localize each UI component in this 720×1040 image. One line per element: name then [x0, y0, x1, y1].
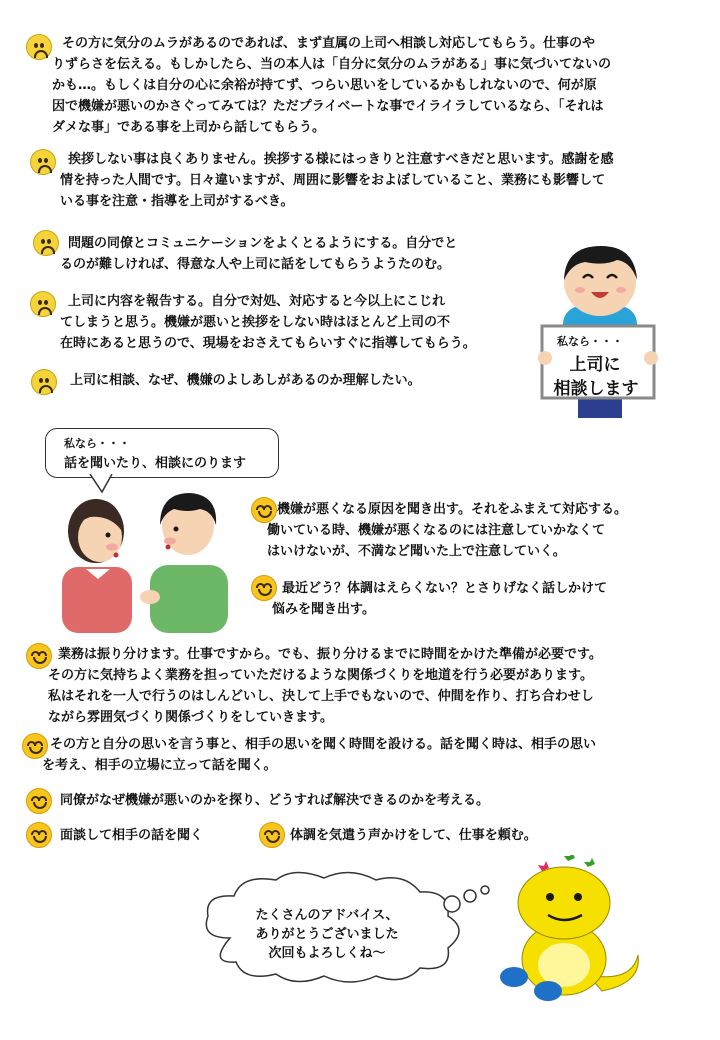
advice-item-8: [48, 644, 602, 728]
message-line: ありがとうございました: [255, 927, 399, 942]
advice-line: 挨拶しない事は良くありません。挨拶する様にはっきりと注意すべきだと思います。感謝を感: [68, 152, 614, 167]
sad-face-icon: [31, 369, 57, 395]
advice-line: その方に気持ちよく業務を担っていただけるような関係づくりを地道を行う必要があります。: [48, 668, 593, 683]
advice-item-1: [52, 33, 612, 138]
advice-line: いる事を注意・指導を上司がするべき。: [60, 194, 294, 209]
advice-item-4: [60, 291, 476, 354]
bubble-main-text: 話を聞いたり、相談にのります: [64, 456, 247, 471]
advice-line: 在時にあると思うので、現場をおさえてもらいすぐに指導してもらう。: [60, 336, 476, 351]
advice-line: てしまうと思う。機嫌が悪いと挨拶をしない時はほとんど上司の不: [60, 315, 451, 330]
advice-line: 悩みを聞き出す。: [272, 602, 375, 617]
advice-line: 体調を気遣う声かけをして、仕事を頼む。: [290, 828, 537, 843]
advice-item-10: [60, 790, 489, 811]
advice-line: 機嫌が悪くなる原因を聞き出す。それをふまえて対応する。: [277, 502, 627, 517]
advice-line: るのが難しければ、得意な人や上司に話をしてもらうようたのむ。: [60, 257, 451, 272]
conversation-illustration: [50, 485, 240, 633]
advice-item-6: [267, 499, 627, 562]
sad-face-icon: [30, 149, 56, 175]
advice-line: 上司に内容を報告する。自分で対処、対応すると今以上にこじれ: [68, 294, 446, 309]
advice-line: 因で機嫌が悪いのかさぐってみては？ただプライベートな事でイライラしているなら、「それは: [52, 99, 604, 114]
advice-line: 情を持った人間です。日々違いますが、周囲に影響をおよぼしていること、業務にも影響して: [60, 173, 605, 188]
advice-item-7: [272, 578, 608, 620]
smile-face-icon: [251, 575, 277, 601]
smile-face-icon: [26, 822, 52, 848]
advice-line: 面談して相手の話を聞く: [60, 828, 204, 843]
advice-line: を考え、相手の立場に立って話を聞く。: [42, 758, 277, 773]
advice-line: 問題の同僚とコミュニケーションをよくとるようにする。自分でと: [68, 236, 458, 251]
advice-line: 同僚がなぜ機嫌が悪いのかを探り、どうすれば解決できるのかを考える。: [60, 793, 490, 808]
thank-you-message: [222, 906, 432, 963]
sad-face-icon: [30, 291, 56, 317]
bubble-small-text: 私なら・・・: [64, 437, 130, 450]
sign-small-text: 私なら・・・: [557, 335, 623, 348]
message-line: たくさんのアドバイス、: [255, 908, 399, 923]
advice-line: 働いている時、機嫌が悪くなるのには注意していかなくて: [267, 523, 606, 538]
advice-item-9: [42, 734, 597, 776]
advice-line: 業務は振り分けます。仕事ですから。でも、振り分けるまでに時間をかけた準備が必要です。: [58, 647, 602, 662]
sad-face-icon: [26, 34, 52, 60]
sad-face-icon: [33, 230, 59, 256]
advice-line: ダメな事」である事を上司から話してもらう。: [52, 120, 326, 135]
smile-face-icon: [259, 822, 285, 848]
advice-line: 最近どう？体調はえらくない？とさりげなく話しかけて: [282, 581, 608, 596]
advice-line: りずらさを伝える。もしかしたら、当の本人は「自分に気分のムラがある」事に気づいてないの: [52, 57, 612, 72]
smile-face-icon: [26, 788, 52, 814]
advice-line: その方と自分の思いを言う事と、相手の思いを聞く時間を設ける。話を聞く時は、相手の思い: [50, 737, 597, 752]
advice-line: はいけないが、不満など聞いた上で注意していく。: [267, 544, 566, 559]
mascot-illustration: [492, 855, 642, 1005]
advice-line: かも…。もしくは自分の心に余裕が持てず、つらい思いをしているかもしれないので、何が原: [52, 78, 597, 93]
advice-line: その方に気分のムラがあるのであれば、まず直属の上司へ相談し対応してもらう。仕事のや: [62, 36, 596, 51]
advice-item-12: [290, 825, 537, 846]
sign-line-1: 上司に: [569, 355, 621, 375]
advice-item-11: [60, 825, 203, 846]
message-line: 次回もよろしくね〜: [268, 946, 386, 961]
advice-item-3: [60, 233, 458, 275]
advice-line: 私はそれを一人で行うのはしんどいし、決して上手でもないので、仲間を作り、打ち合わせし: [48, 689, 594, 704]
advice-item-2: [60, 149, 614, 212]
advice-line: ながら雰囲気づくり関係づくりをしていきます。: [48, 710, 333, 725]
advice-item-5: [70, 370, 421, 391]
sign-line-2: 相談します: [553, 379, 639, 399]
advice-line: 上司に相談、なぜ、機嫌のよしあしがあるのか理解したい。: [70, 373, 421, 388]
speech-bubble: [45, 428, 279, 478]
